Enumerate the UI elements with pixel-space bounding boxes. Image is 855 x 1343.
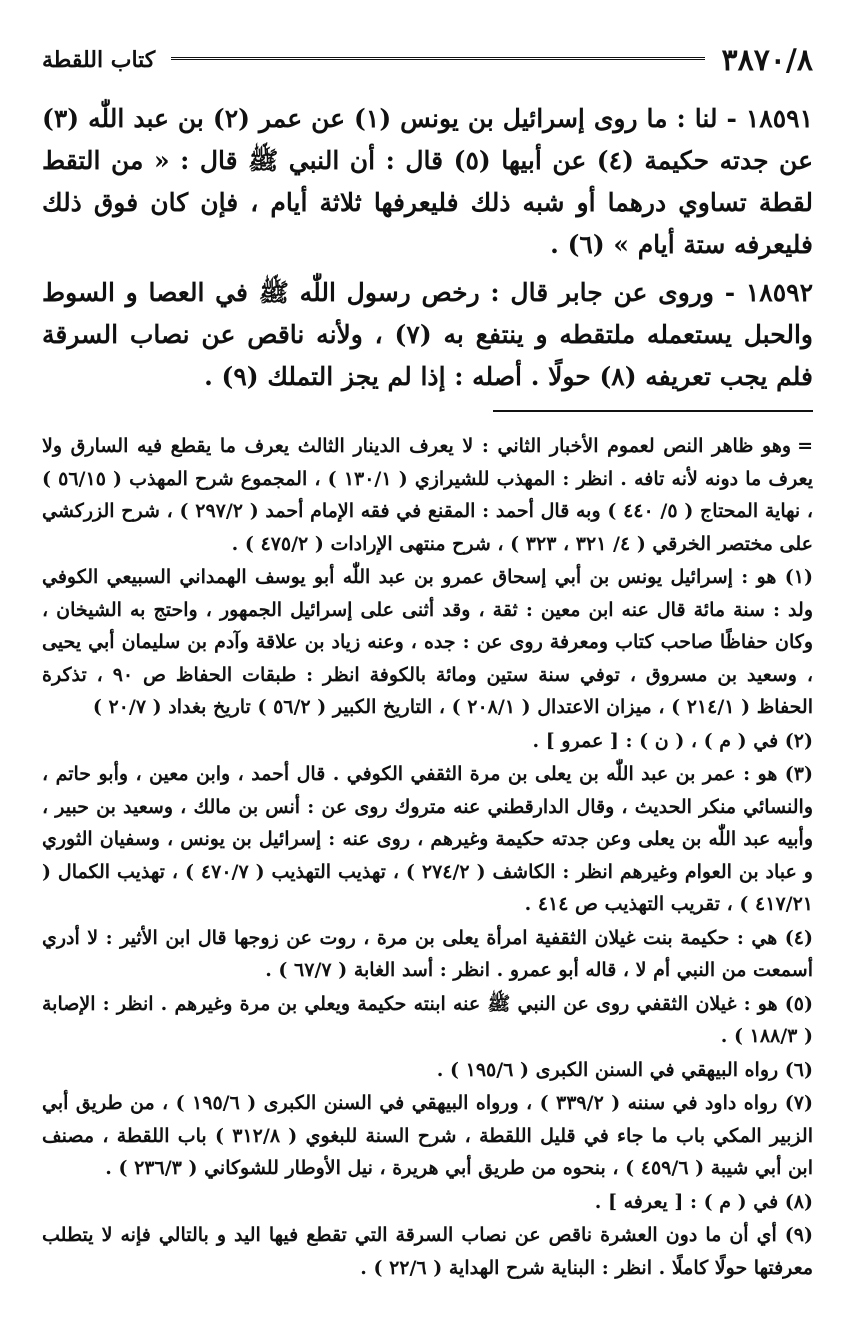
footnote-continuation: =وهو ظاهر النص لعموم الأخبار الثاني : لا يعرف الدينار الثالث يعرف ما يقطع فيه السارق ولا يعرف ما دونه لأنه تافه . انظر : المهذب للشيرازي ( ١٣٠/١ ) ، المجموع شرح المهذب ( ٥٦/١٥ ) ، نهاية المحتاج ( ٥/ ٤٤٠ ) وبه قال أحمد : المقنع في فقه الإمام أحمد ( ٢٩٧/٢ ) ، شرح الزركشي على مختصر الخرقي ( ٤/ ٣٢١ ، ٣٢٣ ) ، شرح منتهى الإرادات ( ٤٧٥/٢ ) . [42, 435, 814, 555]
footnote-2: (٢) في ( م ) ، ( ن ) : [ عمرو ] . [532, 729, 813, 752]
paragraph-number: ١٨٥٩١ [745, 104, 814, 133]
main-text [42, 98, 813, 398]
paragraph-number: ١٨٥٩٢ [745, 278, 813, 307]
footnote-5: (٥) هو : غيلان الثقفي روى عن النبي ﷺ عنه ابنته حكيمة ويعلي بن مرة وغيرهم . انظر : الإصابة ( ١٨٨/٣ ) . [42, 992, 813, 1047]
footnote-1: (١) هو : إسرائيل يونس بن أبي إسحاق عمرو بن عبد اللّٰه أبو يوسف الهمداني السبيعي الكوفي ولد : سنة مائة قال عنه ابن معين : ثقة ، وقد أثنى على إسرائيل الجمهور ، واحتج به الشيخان ، وكان حفاظًا صاحب كتاب ومعرفة روى عن : جده ، وعنه زياد بن علاقة وآدم بن سليمان أبي يحيى ، وسعيد بن مسروق ، توفي سنة ستين ومائة بالكوفة انظر : طبقات الحفاظ ص ٩٠ ، تذكرة الحفاظ ( ٢١٤/١ ) ، ميزان الاعتدال ( ٢٠٨/١ ) ، التاريخ الكبير ( ٥٦/٢ ) تاريخ بغداد ( ٢٠/٧ ) [42, 566, 813, 718]
paragraph-text: - لنا : ما روى إسرائيل بن يونس (١) عن عمر (٢) بن عبد اللّٰه (٣) عن جدته حكيمة (٤) عن أبيها (٥) قال : أن النبي ﷺ قال : « من التقط لقطة تساوي درهما أو شبه ذلك فليعرفها ثلاثة أيام ، فإن كان فوق ذلك فليعرفه ستة أيام » (٦) . [42, 104, 813, 259]
paragraph-text: - وروى عن جابر قال : رخص رسول اللّٰه ﷺ في العصا و السوط والحبل يستعمله ملتقطه و ينتفع به (٧) ، ولأنه ناقص عن نصاب السرقة فلم يجب تعريفه (٨) حولًا . أصله : إذا لم يجز التملك (٩) . [42, 278, 813, 391]
footnote-6: (٦) رواه البيهقي في السنن الكبرى ( ١٩٥/٦ ) . [436, 1058, 813, 1081]
footnote-8: (٨) في ( م ) : [ يعرفه ] . [594, 1190, 813, 1213]
page-header [42, 40, 813, 80]
footnotes [42, 430, 813, 1284]
footnote-9: (٩) أي أن ما دون العشرة ناقص عن نصاب السرقة التي تقطع فيها اليد و بالتالي فإنه لا يتطلب معرفتها حولًا كاملًا . انظر : البناية شرح الهداية ( ٢٢/٦ ) . [42, 1224, 813, 1279]
footnote-3: (٣) هو : عمر بن عبد اللّٰه بن يعلى بن مرة الثقفي الكوفي . قال أحمد ، وابن معين ، وأبو حاتم ، والنسائي منكر الحديث ، وقال الدارقطني عنه متروك روى عن : أنس بن مالك ، وسعيد بن حبير ، وأبيه عبد اللّٰه بن يعلى وعن جدته حكيمة وغيرهم ، روى عنه : إسرائيل بن يونس ، وسفيان الثوري و عباد بن العوام وغيرهم انظر : الكاشف ( ٢٧٤/٢ ) ، تهذيب التهذيب ( ٤٧٠/٧ ) ، تهذيب الكمال ( ٤١٧/٢١ ) ، تقريب التهذيب ص ٤١٤ . [42, 763, 813, 915]
footnote-divider [493, 410, 813, 412]
header-rule [171, 57, 705, 64]
book-title: كتاب اللقطة [42, 47, 156, 73]
footnote-4: (٤) هي : حكيمة بنت غيلان الثقفية امرأة يعلى بن مرة ، روت عن زوجها قال ابن الأثير : لا أدري أسمعت من النبي أم لا ، قاله أبو عمرو . انظر : أسد الغابة ( ٦٧/٧ ) . [42, 926, 813, 981]
paragraph-18592 [42, 272, 813, 398]
paragraph-18591 [42, 98, 813, 266]
continuation-mark: = [797, 435, 813, 457]
page-number: ٣٨٧٠/٨ [721, 42, 813, 78]
footnote-7: (٧) رواه داود في سننه ( ٣٣٩/٢ ) ، ورواه البيهقي في السنن الكبرى ( ١٩٥/٦ ) ، من طريق أبي الزبير المكي باب ما جاء في قليل اللقطة ، شرح السنة للبغوي ( ٣١٢/٨ ) باب اللقطة ، مصنف ابن أبي شيبة ( ٤٥٩/٦ ) ، بنحوه من طريق أبي هريرة ، نيل الأوطار للشوكاني ( ٢٣٦/٣ ) . [42, 1092, 813, 1179]
